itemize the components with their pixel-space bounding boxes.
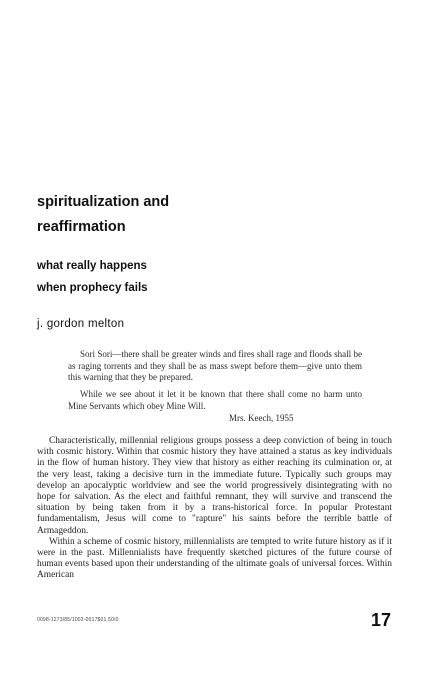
journal-code: 0098-1273/85/1002-0017$01.50/0 (37, 617, 119, 623)
chapter-title-line-1: spiritualization and (37, 194, 170, 210)
author-name: j. gordon melton (37, 318, 125, 330)
page-number: 17 (370, 610, 391, 630)
body-paragraph-1: Characteristically, millennial religious groups possess a deep conviction of being in touch with cosmic history. Within that cosmic history they have attained a status as key individuals in the flow of human history. They view that history as either reaching its culmination or, at the very least, taking a decisive turn in the immediate future. Typically such groups may develop an apocalyptic worldview and see the world progressively disintegrating with no hope for salvation. As the elect and faithful remnant, they will survive and transcend the situation by being taken from it by a trans-historical force. In popular Protestant fundamentalism, Jesus will come to "rapture" his saints before the terrible battle of Armageddon. (37, 436, 392, 536)
epigraph-paragraph-1: Sori Sori—there shall be greater winds and fires shall rage and floods shall be as raging torrents and they shall be as mass swept before them—give unto them this warning that they be prepared. (68, 349, 362, 383)
body-paragraph-2: Within a scheme of cosmic history, millennialists are tempted to write future history as if it were in the past. Millennialists have frequently sketched pictures of the future course of human events based upon their understanding of the ultimate goals of universal forces. Within American (37, 536, 392, 581)
chapter-subtitle-line-1: what really happens (37, 260, 147, 272)
chapter-title-line-2: reaffirmation (37, 219, 126, 235)
epigraph-paragraph-2: While we see about it let it be known that there shall come no harm unto Mine Servants which obey Mine Will. (68, 389, 362, 411)
body-text (37, 436, 392, 582)
epigraph-attribution: Mrs. Keech, 1955 (229, 413, 294, 423)
chapter-subtitle-line-2: when prophecy fails (37, 282, 148, 294)
epigraph-quote (68, 349, 362, 384)
epigraph-quote-continued (68, 389, 362, 412)
